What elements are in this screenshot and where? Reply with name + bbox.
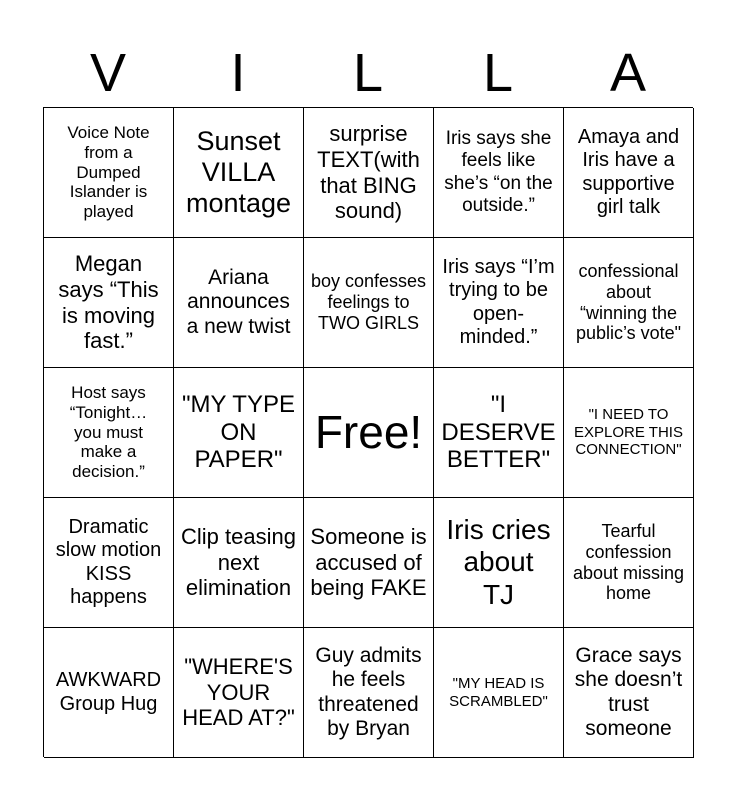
bingo-cell-r1c4[interactable]: [434, 108, 564, 238]
cell-text: Grace says she doesn’t trust someone: [574, 643, 683, 740]
cell-text: boy confesses feelings to TWO GIRLS: [310, 271, 427, 333]
bingo-cell-r2c1[interactable]: [44, 238, 174, 368]
cell-text: confessional about “winning the public’s vote": [575, 260, 682, 344]
bingo-header: [43, 40, 693, 106]
bingo-cell-r4c2[interactable]: [174, 498, 304, 628]
bingo-cell-r1c2[interactable]: [174, 108, 304, 238]
bingo-cell-r2c5[interactable]: [564, 238, 694, 368]
bingo-cell-r3c1[interactable]: [44, 368, 174, 498]
cell-text: Voice Note from a Dumped Islander is played: [67, 123, 150, 222]
header-letter-a: A: [609, 43, 647, 103]
cell-text: "I DESERVE BETTER": [441, 390, 556, 474]
cell-text: "MY HEAD IS SCRAMBLED": [449, 675, 548, 710]
bingo-cell-r4c1[interactable]: [44, 498, 174, 628]
bingo-cell-r1c5[interactable]: [564, 108, 694, 238]
bingo-cell-r5c5[interactable]: [564, 628, 694, 758]
bingo-cell-r5c1[interactable]: [44, 628, 174, 758]
bingo-cell-r2c3[interactable]: [304, 238, 434, 368]
bingo-grid: [43, 107, 693, 757]
header-letter-l2: L: [482, 43, 514, 103]
free-space-text: Free!: [314, 405, 423, 458]
bingo-cell-free[interactable]: [304, 368, 434, 498]
cell-text: "WHERE'S YOUR HEAD AT?": [182, 654, 295, 731]
cell-text: "MY TYPE ON PAPER": [181, 390, 295, 474]
cell-text: Dramatic slow motion KISS happens: [55, 516, 162, 608]
bingo-cell-r3c5[interactable]: [564, 368, 694, 498]
cell-text: Ariana announces a new twist: [186, 265, 291, 338]
cell-text: surprise TEXT(with that BING sound): [317, 121, 420, 224]
cell-text: Tearful confession about missing home: [572, 520, 685, 604]
cell-text: Sunset VILLA montage: [185, 125, 292, 219]
cell-text: Clip teasing next elimination: [181, 524, 296, 601]
cell-text: Megan says “This is moving fast.”: [58, 251, 159, 354]
bingo-cell-r2c4[interactable]: [434, 238, 564, 368]
cell-text: AWKWARD Group Hug: [55, 669, 162, 715]
bingo-cell-r1c3[interactable]: [304, 108, 434, 238]
header-letter-l1: L: [352, 43, 384, 103]
bingo-cell-r5c2[interactable]: [174, 628, 304, 758]
cell-text: Someone is accused of being FAKE: [310, 524, 427, 601]
cell-text: Amaya and Iris have a supportive girl talk: [577, 126, 680, 218]
cell-text: Iris says “I’m trying to be open-minded.”: [442, 256, 555, 348]
cell-text: Guy admits he feels threatened by Bryan: [315, 643, 422, 740]
bingo-cell-r4c5[interactable]: [564, 498, 694, 628]
bingo-cell-r5c3[interactable]: [304, 628, 434, 758]
bingo-cell-r3c4[interactable]: [434, 368, 564, 498]
bingo-cell-r3c2[interactable]: [174, 368, 304, 498]
bingo-cell-r2c2[interactable]: [174, 238, 304, 368]
bingo-cell-r1c1[interactable]: [44, 108, 174, 238]
header-letter-i: I: [230, 43, 246, 103]
cell-text: "I NEED TO EXPLORE THIS CONNECTION": [574, 406, 683, 459]
bingo-cell-r5c4[interactable]: [434, 628, 564, 758]
header-letter-v: V: [89, 43, 127, 103]
cell-text: Iris says she feels like she’s “on the outside.”: [444, 128, 553, 216]
bingo-cell-r4c4[interactable]: [434, 498, 564, 628]
cell-text: Host says “Tonight… you must make a decision.”: [69, 383, 148, 482]
cell-text: Iris cries about TJ: [446, 513, 551, 610]
bingo-cell-r4c3[interactable]: [304, 498, 434, 628]
